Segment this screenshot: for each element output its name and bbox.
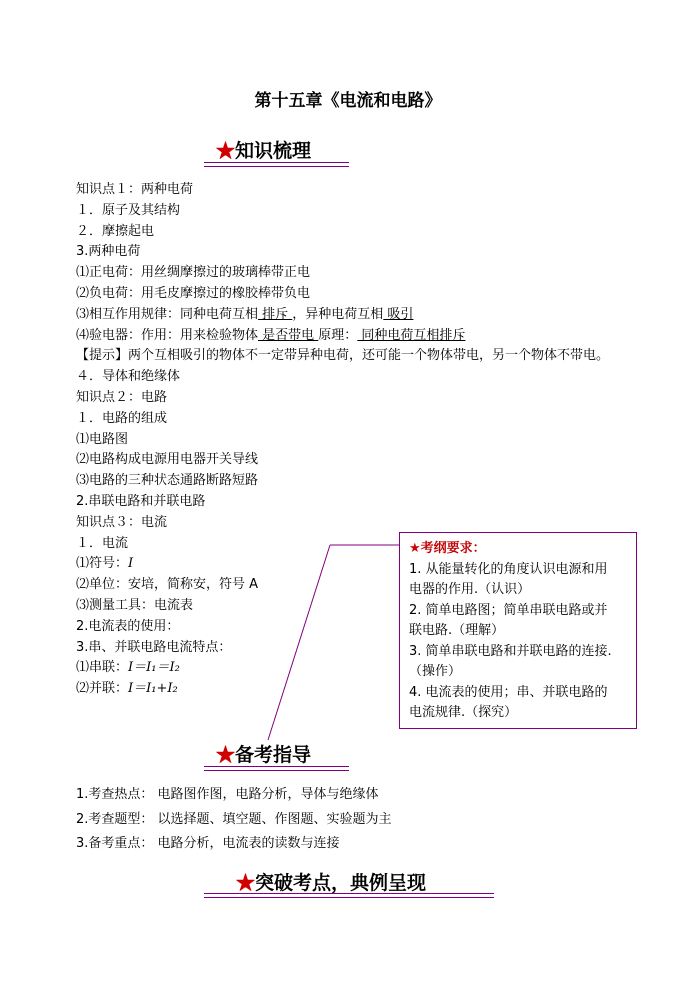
requirement-line: （操作） — [409, 664, 462, 679]
exam-requirements-heading — [409, 539, 629, 560]
section-heading-prep — [216, 740, 311, 767]
section-rule — [204, 766, 349, 771]
knowledge-point-title: 知识点１：两种电荷 — [76, 182, 194, 197]
text-line: ⑶测量工具：电流表 — [76, 597, 194, 613]
text-line: ⑴电路图 — [76, 431, 129, 447]
requirement-line: 2. 简单电路图；简单串联电路或并 — [409, 602, 608, 618]
requirement-line: 电流规律.（探究） — [409, 705, 518, 720]
text-line: ⑵电路构成电源用电器开关导线 — [76, 452, 259, 468]
section-heading-breakthrough — [236, 868, 426, 895]
requirement-line: 4. 电流表的使用；串、并联电路的 — [409, 684, 608, 700]
text-span: ⑴符号： — [76, 556, 129, 572]
answer-blank: 吸引 — [383, 306, 414, 322]
text-span: ⑷验电器：作用：用来检验物体 — [76, 327, 259, 343]
requirement-line: 电器的作用.（认识） — [409, 582, 531, 597]
prep-line: 3.备考重点： 电路分析，电流表的读数与连接 — [76, 836, 340, 851]
formula: I＝I₁+I₂ — [128, 681, 178, 697]
text-line: ⑵负电荷：用毛皮摩擦过的橡胶棒带负电 — [76, 285, 311, 301]
section-title: 知识梳理 — [235, 140, 312, 162]
exam-requirements-box — [399, 532, 637, 729]
star-icon: ★ — [409, 541, 421, 556]
page-title: 第十五章《电流和电路》 — [254, 91, 442, 111]
section-title: 备考指导 — [235, 744, 312, 766]
formula: I — [128, 556, 134, 572]
text-line: １．电路的组成 — [76, 410, 168, 426]
text-line: ２．摩擦起电 — [76, 223, 155, 239]
text-line: 3.两种电荷 — [76, 244, 141, 260]
text-span: ，异种电荷互相 — [292, 306, 384, 322]
heading-text: 考纲要求： — [420, 541, 486, 556]
answer-blank: 排斥 — [258, 306, 293, 322]
answer-blank: 是否带电 — [258, 327, 319, 343]
connector-line — [268, 545, 330, 740]
prep-guide — [76, 783, 392, 857]
text-span: ⑶相互作用规律：同种电荷互相 — [76, 306, 259, 322]
hint-paragraph: 【提示】两个互相吸引的物体不一定带异种电荷，还可能一个物体带电，另一个物体不带电。 — [76, 348, 610, 364]
text-span: ⑴串联： — [76, 660, 129, 676]
knowledge-point-title: 知识点３：电流 — [76, 514, 168, 530]
section-title: 突破考点，典例呈现 — [255, 872, 427, 894]
text-line: ⑶电路的三种状态通路断路短路 — [76, 473, 259, 489]
prep-line: 1.考查热点： 电路图作图，电路分析，导体与绝缘体 — [76, 787, 379, 802]
text-line: ⑵单位：安培，简称安，符号 A — [76, 577, 259, 593]
formula: I＝I₁＝I₂ — [128, 660, 180, 676]
text-span: ⑵并联： — [76, 681, 129, 697]
prep-line: 2.考查题型： 以选择题、填空题、作图题、实验题为主 — [76, 811, 392, 827]
star-icon: ★ — [216, 744, 236, 766]
answer-blank: 同种电荷互相排斥 — [357, 327, 466, 343]
requirement-line: 联电路.（理解） — [409, 623, 505, 638]
text-line: 3.串、并联电路电流特点： — [76, 639, 232, 655]
knowledge-point-title: 知识点２：电路 — [76, 389, 168, 405]
text-line: １．电流 — [76, 535, 129, 551]
text-span: 原理： — [318, 327, 358, 343]
star-icon: ★ — [216, 140, 236, 162]
text-line: ４．导体和绝缘体 — [76, 369, 181, 385]
requirement-line: 1. 从能量转化的角度认识电源和用 — [409, 561, 608, 577]
text-line: １．原子及其结构 — [76, 202, 181, 218]
star-icon: ★ — [236, 872, 256, 894]
text-line: ⑴正电荷：用丝绸摩擦过的玻璃棒带正电 — [76, 265, 311, 281]
text-line: 2.电流表的使用： — [76, 618, 180, 634]
requirement-line: 3. 简单串联电路和并联电路的连接. — [409, 643, 612, 659]
text-line: 2.串联电路和并联电路 — [76, 493, 206, 509]
section-rule — [204, 893, 494, 898]
